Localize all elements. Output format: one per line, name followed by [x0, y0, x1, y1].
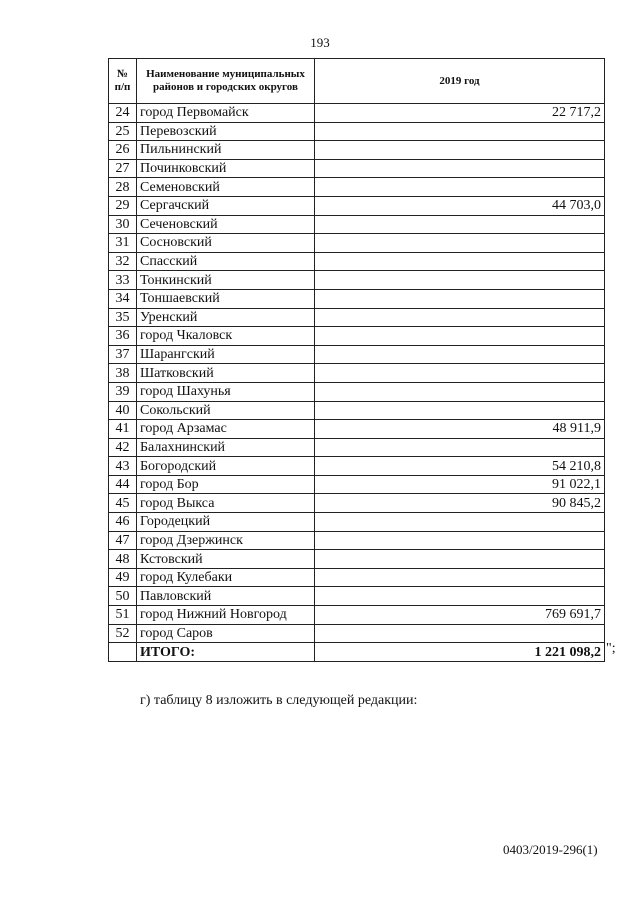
row-name: Балахнинский — [137, 438, 315, 457]
row-value — [315, 215, 605, 234]
row-number: 41 — [109, 420, 137, 439]
table-row — [109, 606, 605, 625]
row-value — [315, 252, 605, 271]
instruction-text: г) таблицу 8 изложить в следующей редакции: — [140, 693, 418, 708]
row-number: 45 — [109, 494, 137, 513]
row-name: Городецкий — [137, 513, 315, 532]
row-value: 48 911,9 — [315, 420, 605, 439]
table-row — [109, 345, 605, 364]
row-value — [315, 382, 605, 401]
row-name: Шатковский — [137, 364, 315, 383]
row-number: 28 — [109, 178, 137, 197]
row-number: 39 — [109, 382, 137, 401]
table-row — [109, 141, 605, 160]
table-row — [109, 159, 605, 178]
row-value — [315, 178, 605, 197]
table-row — [109, 457, 605, 476]
total-label: ИТОГО: — [137, 643, 315, 662]
row-name: Сеченовский — [137, 215, 315, 234]
table-row — [109, 438, 605, 457]
table-row — [109, 550, 605, 569]
row-number: 25 — [109, 122, 137, 141]
table-row — [109, 531, 605, 550]
row-value — [315, 327, 605, 346]
row-name: Кстовский — [137, 550, 315, 569]
row-name: Богородский — [137, 457, 315, 476]
row-name: Перевозский — [137, 122, 315, 141]
page-number: 193 — [310, 35, 330, 50]
table-row — [109, 178, 605, 197]
row-number: 36 — [109, 327, 137, 346]
row-number: 35 — [109, 308, 137, 327]
row-value — [315, 624, 605, 643]
header-number: № п/п — [109, 59, 137, 104]
table-row — [109, 196, 605, 215]
table-row — [109, 382, 605, 401]
row-value — [315, 141, 605, 160]
table-row — [109, 587, 605, 606]
row-value — [315, 568, 605, 587]
row-name: город Шахунья — [137, 382, 315, 401]
row-value — [315, 234, 605, 253]
row-name: Семеновский — [137, 178, 315, 197]
row-value: 22 717,2 — [315, 104, 605, 123]
row-number: 43 — [109, 457, 137, 476]
row-value: 44 703,0 — [315, 196, 605, 215]
row-name: Починковский — [137, 159, 315, 178]
row-value — [315, 345, 605, 364]
row-name: Шарангский — [137, 345, 315, 364]
row-number: 32 — [109, 252, 137, 271]
row-value — [315, 271, 605, 290]
row-value — [315, 308, 605, 327]
row-value — [315, 289, 605, 308]
row-number: 24 — [109, 104, 137, 123]
row-name: город Первомайск — [137, 104, 315, 123]
table-row — [109, 308, 605, 327]
row-number: 34 — [109, 289, 137, 308]
row-name: Сергачский — [137, 196, 315, 215]
row-number: 37 — [109, 345, 137, 364]
table-row — [109, 122, 605, 141]
table-row — [109, 327, 605, 346]
table-row — [109, 289, 605, 308]
row-number: 42 — [109, 438, 137, 457]
row-value — [315, 587, 605, 606]
row-value: 769 691,7 — [315, 606, 605, 625]
row-number: 40 — [109, 401, 137, 420]
total-value: 1 221 098,2 — [315, 643, 605, 662]
row-value — [315, 531, 605, 550]
row-value — [315, 122, 605, 141]
table-row — [109, 494, 605, 513]
row-number: 50 — [109, 587, 137, 606]
table-row — [109, 420, 605, 439]
row-name: Уренский — [137, 308, 315, 327]
row-value: 54 210,8 — [315, 457, 605, 476]
budget-table — [108, 58, 605, 662]
row-number: 29 — [109, 196, 137, 215]
row-number: 47 — [109, 531, 137, 550]
document-code: 0403/2019-296(1) — [503, 842, 598, 857]
row-number: 27 — [109, 159, 137, 178]
row-number: 48 — [109, 550, 137, 569]
row-number: 49 — [109, 568, 137, 587]
row-name: город Кулебаки — [137, 568, 315, 587]
row-number: 33 — [109, 271, 137, 290]
row-name: Пильнинский — [137, 141, 315, 160]
row-name: город Дзержинск — [137, 531, 315, 550]
row-value — [315, 159, 605, 178]
table-body — [109, 104, 605, 662]
row-value — [315, 513, 605, 532]
header-year: 2019 год — [315, 59, 605, 104]
total-number — [109, 643, 137, 662]
row-name: Тоншаевский — [137, 289, 315, 308]
table-row — [109, 624, 605, 643]
row-name: Спасский — [137, 252, 315, 271]
row-name: Сокольский — [137, 401, 315, 420]
row-value — [315, 364, 605, 383]
row-number: 51 — [109, 606, 137, 625]
closing-quote: "; — [606, 641, 616, 656]
row-number: 52 — [109, 624, 137, 643]
row-number: 31 — [109, 234, 137, 253]
row-number: 26 — [109, 141, 137, 160]
row-value: 91 022,1 — [315, 475, 605, 494]
table-row — [109, 475, 605, 494]
table-row — [109, 104, 605, 123]
row-number: 38 — [109, 364, 137, 383]
table-row — [109, 215, 605, 234]
row-name: город Чкаловск — [137, 327, 315, 346]
table-header-row — [109, 59, 605, 104]
total-row — [109, 643, 605, 662]
row-name: Тонкинский — [137, 271, 315, 290]
row-name: город Нижний Новгород — [137, 606, 315, 625]
row-value — [315, 438, 605, 457]
header-name: Наименование муниципальных районов и городских округов — [137, 59, 315, 104]
table-row — [109, 234, 605, 253]
row-name: Сосновский — [137, 234, 315, 253]
row-number: 30 — [109, 215, 137, 234]
row-name: город Арзамас — [137, 420, 315, 439]
row-value — [315, 401, 605, 420]
row-number: 46 — [109, 513, 137, 532]
row-name: город Саров — [137, 624, 315, 643]
table-row — [109, 271, 605, 290]
table-row — [109, 568, 605, 587]
table-row — [109, 364, 605, 383]
table-row — [109, 401, 605, 420]
table-row — [109, 513, 605, 532]
row-name: Павловский — [137, 587, 315, 606]
row-value: 90 845,2 — [315, 494, 605, 513]
row-number: 44 — [109, 475, 137, 494]
table-row — [109, 252, 605, 271]
row-name: город Выкса — [137, 494, 315, 513]
row-name: город Бор — [137, 475, 315, 494]
row-value — [315, 550, 605, 569]
